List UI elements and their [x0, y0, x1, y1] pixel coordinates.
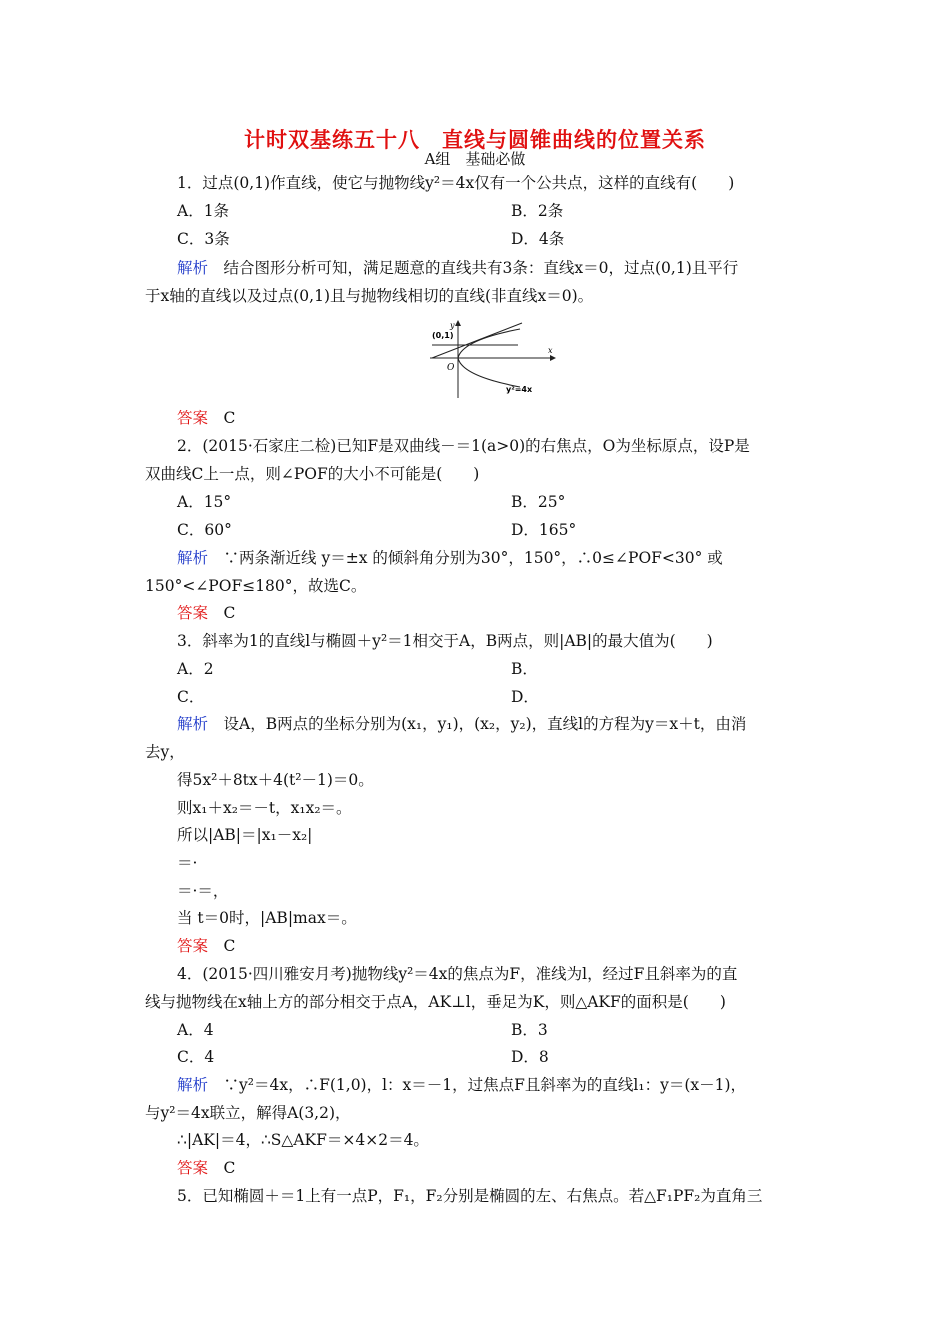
- q2-answer-value: C: [223, 604, 236, 622]
- q3-stem: 3．斜率为1的直线l与椭圆＋y²＝1相交于A，B两点，则|AB|的最大值为( ): [177, 632, 713, 650]
- tangent-line: [432, 323, 522, 358]
- q3-option-b: B．: [511, 660, 538, 678]
- analysis-label: 解析: [177, 1076, 209, 1094]
- q1-analysis-text1: 结合图形分析可知，满足题意的直线共有3条：直线x＝0，过点(0,1)且平行: [223, 259, 739, 277]
- q2-stem-line1: 2．(2015·石家庄二检)已知F是双曲线－＝1(a>0)的右焦点，O为坐标原点，设P是: [177, 437, 750, 455]
- q1-analysis-line2: 于x轴的直线以及过点(0,1)且与抛物线相切的直线(非直线x＝0)。: [145, 287, 594, 305]
- q5-stem-line1: 5．已知椭圆＋＝1上有一点P，F₁，F₂分别是椭圆的左、右焦点。若△F₁PF₂为直角三: [177, 1187, 763, 1205]
- q4-answer: [177, 1157, 235, 1179]
- q3-analysis-text1: 设A，B两点的坐标分别为(x₁，y₁)，(x₂，y₂)，直线l的方程为y＝x＋t，由消: [223, 715, 747, 733]
- parabola-graph: [410, 320, 560, 400]
- answer-label: 答案: [177, 937, 209, 955]
- origin-label: O: [447, 363, 455, 373]
- curve-label: y²=4x: [506, 385, 533, 394]
- analysis-label: 解析: [177, 549, 209, 567]
- q3-analysis-line2: 去y，: [145, 743, 185, 761]
- q3-answer: [177, 935, 235, 957]
- q3-work-line4: ＝·: [177, 854, 198, 872]
- q4-analysis-text1: ∵y²＝4x，∴F(1,0)，l：x＝－1，过焦点F且斜率为的直线l₁：y＝(x－1)，: [223, 1076, 747, 1094]
- q2-stem-line2: 双曲线C上一点，则∠POF的大小不可能是( ): [145, 465, 480, 483]
- q4-stem-line2: 线与抛物线在x轴上方的部分相交于点A，AK⊥l，垂足为K，则△AKF的面积是( ): [145, 993, 726, 1011]
- q3-work-line2: 则x₁＋x₂＝－t，x₁x₂＝。: [177, 799, 352, 817]
- q2-analysis-text1: ∵两条渐近线 y＝±x 的倾斜角分别为30°，150°，∴0≤∠POF<30° 或: [223, 549, 723, 567]
- answer-label: 答案: [177, 409, 209, 427]
- q1-option-a: A．1条: [177, 202, 230, 220]
- q2-option-d: D．165°: [511, 521, 577, 539]
- q1-analysis-line1: [177, 257, 738, 279]
- parabola-lower: [458, 358, 520, 387]
- q1-answer-value: C: [223, 409, 236, 427]
- q2-option-a: A．15°: [177, 493, 232, 511]
- q1-stem: 1．过点(0,1)作直线，使它与抛物线y²＝4x仅有一个公共点，这样的直线有( ): [177, 174, 735, 192]
- q3-option-d: D．: [511, 688, 539, 706]
- q4-option-c: C．4: [177, 1048, 215, 1066]
- q1-option-b: B．2条: [511, 202, 564, 220]
- q4-analysis-line3: ∴|AK|＝4，∴S△AKF＝×4×2＝4。: [177, 1131, 429, 1149]
- q3-work-line5: ＝·＝，: [177, 882, 229, 900]
- answer-label: 答案: [177, 1159, 209, 1177]
- point-label: (0,1): [432, 331, 454, 340]
- q2-analysis-line2: 150°<∠POF≤180°，故选C。: [145, 577, 367, 595]
- q2-analysis-line1: [177, 547, 723, 569]
- answer-label: 答案: [177, 604, 209, 622]
- q4-option-b: B．3: [511, 1021, 548, 1039]
- q3-option-a: A．2: [177, 660, 214, 678]
- q4-analysis-line2: 与y²＝4x联立，解得A(3,2)，: [145, 1104, 351, 1122]
- q2-option-b: B．25°: [511, 493, 566, 511]
- x-axis-label: x: [548, 346, 553, 355]
- q4-answer-value: C: [223, 1159, 236, 1177]
- q2-answer: [177, 602, 235, 624]
- q2-option-c: C．60°: [177, 521, 232, 539]
- q4-analysis-line1: [177, 1074, 746, 1096]
- group-subtitle: A组 基础必做: [424, 150, 526, 168]
- q3-answer-value: C: [223, 937, 236, 955]
- q1-option-d: D．4条: [511, 230, 565, 248]
- analysis-label: 解析: [177, 715, 209, 733]
- y-axis-label: y: [450, 321, 455, 330]
- q1-answer: [177, 407, 235, 429]
- q3-work-line6: 当 t＝0时，|AB|max＝。: [177, 909, 357, 927]
- x-axis-arrow: [550, 355, 556, 361]
- q3-work-line1: 得5x²＋8tx＋4(t²－1)＝0。: [177, 771, 374, 789]
- q4-option-a: A．4: [177, 1021, 214, 1039]
- y-axis-arrow: [455, 320, 461, 326]
- q4-option-d: D．8: [511, 1048, 549, 1066]
- q3-analysis-line1: [177, 713, 746, 735]
- page-title: 计时双基练五十八 直线与圆锥曲线的位置关系: [244, 128, 706, 152]
- q3-option-c: C．: [177, 688, 205, 706]
- analysis-label: 解析: [177, 259, 209, 277]
- q4-stem-line1: 4．(2015·四川雅安月考)抛物线y²＝4x的焦点为F，准线为l，经过F且斜率为的直: [177, 965, 738, 983]
- q3-work-line3: 所以|AB|＝|x₁－x₂|: [177, 826, 313, 844]
- parabola-upper: [458, 329, 520, 358]
- q1-option-c: C．3条: [177, 230, 230, 248]
